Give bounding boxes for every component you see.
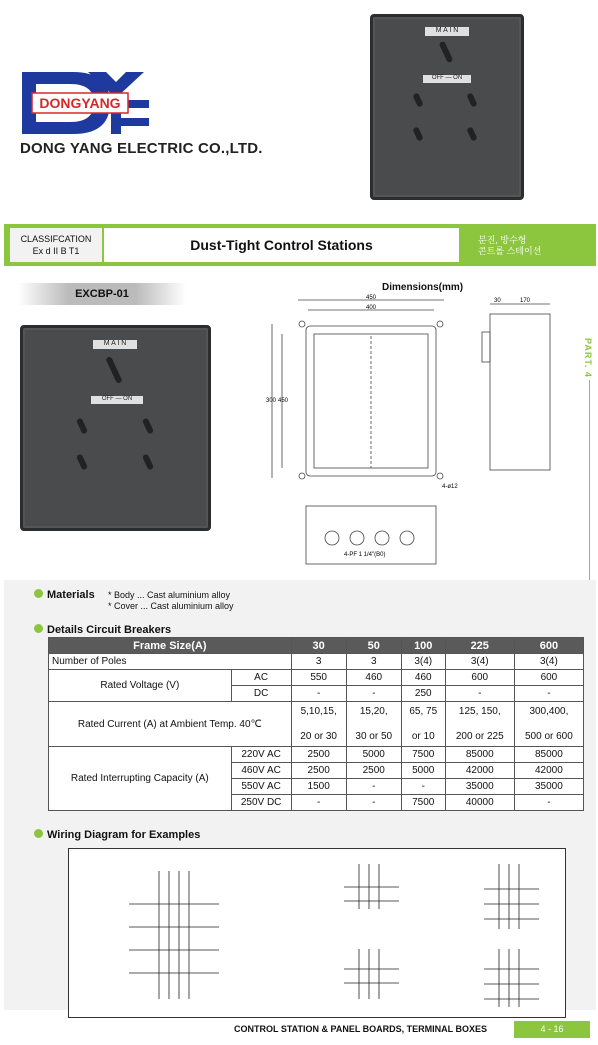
part-label: PART. 4 bbox=[583, 338, 593, 378]
classification-label: CLASSIFCATION bbox=[20, 234, 92, 244]
off-on-plate: OFF — ON bbox=[91, 396, 143, 404]
company-logo bbox=[18, 68, 153, 138]
bullet-icon bbox=[34, 589, 43, 598]
table-row: Rated Interrupting Capacity (A) 220V AC 2500 5000 7500 85000 85000 bbox=[49, 747, 584, 763]
off-on-plate: OFF — ON bbox=[423, 75, 471, 83]
table-row: 460V AC 2500 2500 5000 42000 42000 bbox=[49, 763, 584, 779]
table-row: DC - - 250 - - bbox=[49, 686, 584, 702]
main-handle-icon bbox=[439, 41, 454, 63]
wiring-diagram bbox=[68, 848, 566, 1018]
breaker-handle-icon bbox=[76, 417, 88, 434]
bullet-icon bbox=[34, 624, 43, 633]
table-row: 550V AC 1500 - - 35000 35000 bbox=[49, 779, 584, 795]
table-row: Number of Poles 3 3 3(4) 3(4) 3(4) bbox=[49, 654, 584, 670]
materials-heading: Materials bbox=[34, 585, 95, 603]
breaker-table bbox=[48, 637, 584, 811]
breakers-heading: Details Circuit Breakers bbox=[34, 620, 171, 638]
dim-hole: 4-ø12 bbox=[442, 484, 458, 490]
product-photo-top bbox=[370, 14, 524, 200]
breaker-handle-icon bbox=[466, 126, 477, 141]
materials-body: * Body ... Cast aluminium alloy bbox=[108, 590, 231, 600]
dimension-drawing bbox=[262, 292, 582, 574]
table-row: Rated Voltage (V) AC 550 460 460 600 600 bbox=[49, 670, 584, 686]
product-photo-main bbox=[20, 325, 211, 531]
table-row: Rated Current (A) at Ambient Temp. 40℃ 5,10,15, 20 or 30 15,20, 30 or 50 65, 75 or 10 125, 150, 200 or 225 300,400, 500 or 600 bbox=[49, 702, 584, 747]
breaker-handle-icon bbox=[142, 453, 154, 470]
main-plate: M A I N bbox=[93, 340, 137, 349]
frame-header: Frame Size(A) bbox=[49, 638, 292, 654]
dim-30: 30 bbox=[494, 298, 501, 304]
dim-450: 450 bbox=[365, 295, 377, 301]
materials-cover: * Cover ... Cast aluminium alloy bbox=[108, 601, 234, 611]
korean-title: 분진, 방수형 콘트롤 스테이션 bbox=[478, 235, 542, 256]
company-name: DONG YANG ELECTRIC CO.,LTD. bbox=[20, 140, 263, 157]
dim-450-h: 450 bbox=[278, 398, 289, 404]
page-title: Dust-Tight Control Stations bbox=[104, 228, 459, 262]
breaker-handle-icon bbox=[412, 126, 423, 141]
wiring-heading: Wiring Diagram for Examples bbox=[34, 825, 200, 843]
bullet-icon bbox=[34, 829, 43, 838]
dim-170: 170 bbox=[520, 298, 531, 304]
dim-conduit: 4-PF 1 1/4"(B0) bbox=[344, 552, 386, 558]
classification-box bbox=[10, 228, 102, 262]
dim-300: 300 bbox=[266, 398, 277, 404]
dimensions-title: Dimensions(mm) bbox=[382, 282, 464, 293]
breaker-handle-icon bbox=[412, 92, 423, 107]
logo-text: DONGYANG bbox=[39, 95, 121, 111]
breaker-handle-icon bbox=[76, 453, 88, 470]
table-row: Frame Size(A) 30 50 100 225 600 bbox=[49, 638, 584, 654]
wiring-drawing bbox=[69, 849, 565, 1017]
main-plate: M A I N bbox=[425, 27, 469, 36]
breaker-handle-icon bbox=[142, 417, 154, 434]
model-tab: EXCBP-01 bbox=[18, 283, 186, 305]
dim-400: 400 bbox=[365, 305, 377, 311]
breaker-handle-icon bbox=[466, 92, 477, 107]
page-number: 4 - 16 bbox=[514, 1021, 590, 1038]
footer-text: CONTROL STATION & PANEL BOARDS, TERMINAL BOXES bbox=[234, 1024, 488, 1034]
classification-code: Ex d II B T1 bbox=[32, 246, 80, 256]
main-handle-icon bbox=[105, 356, 122, 384]
table-row: 250V DC - - 7500 40000 - bbox=[49, 795, 584, 811]
